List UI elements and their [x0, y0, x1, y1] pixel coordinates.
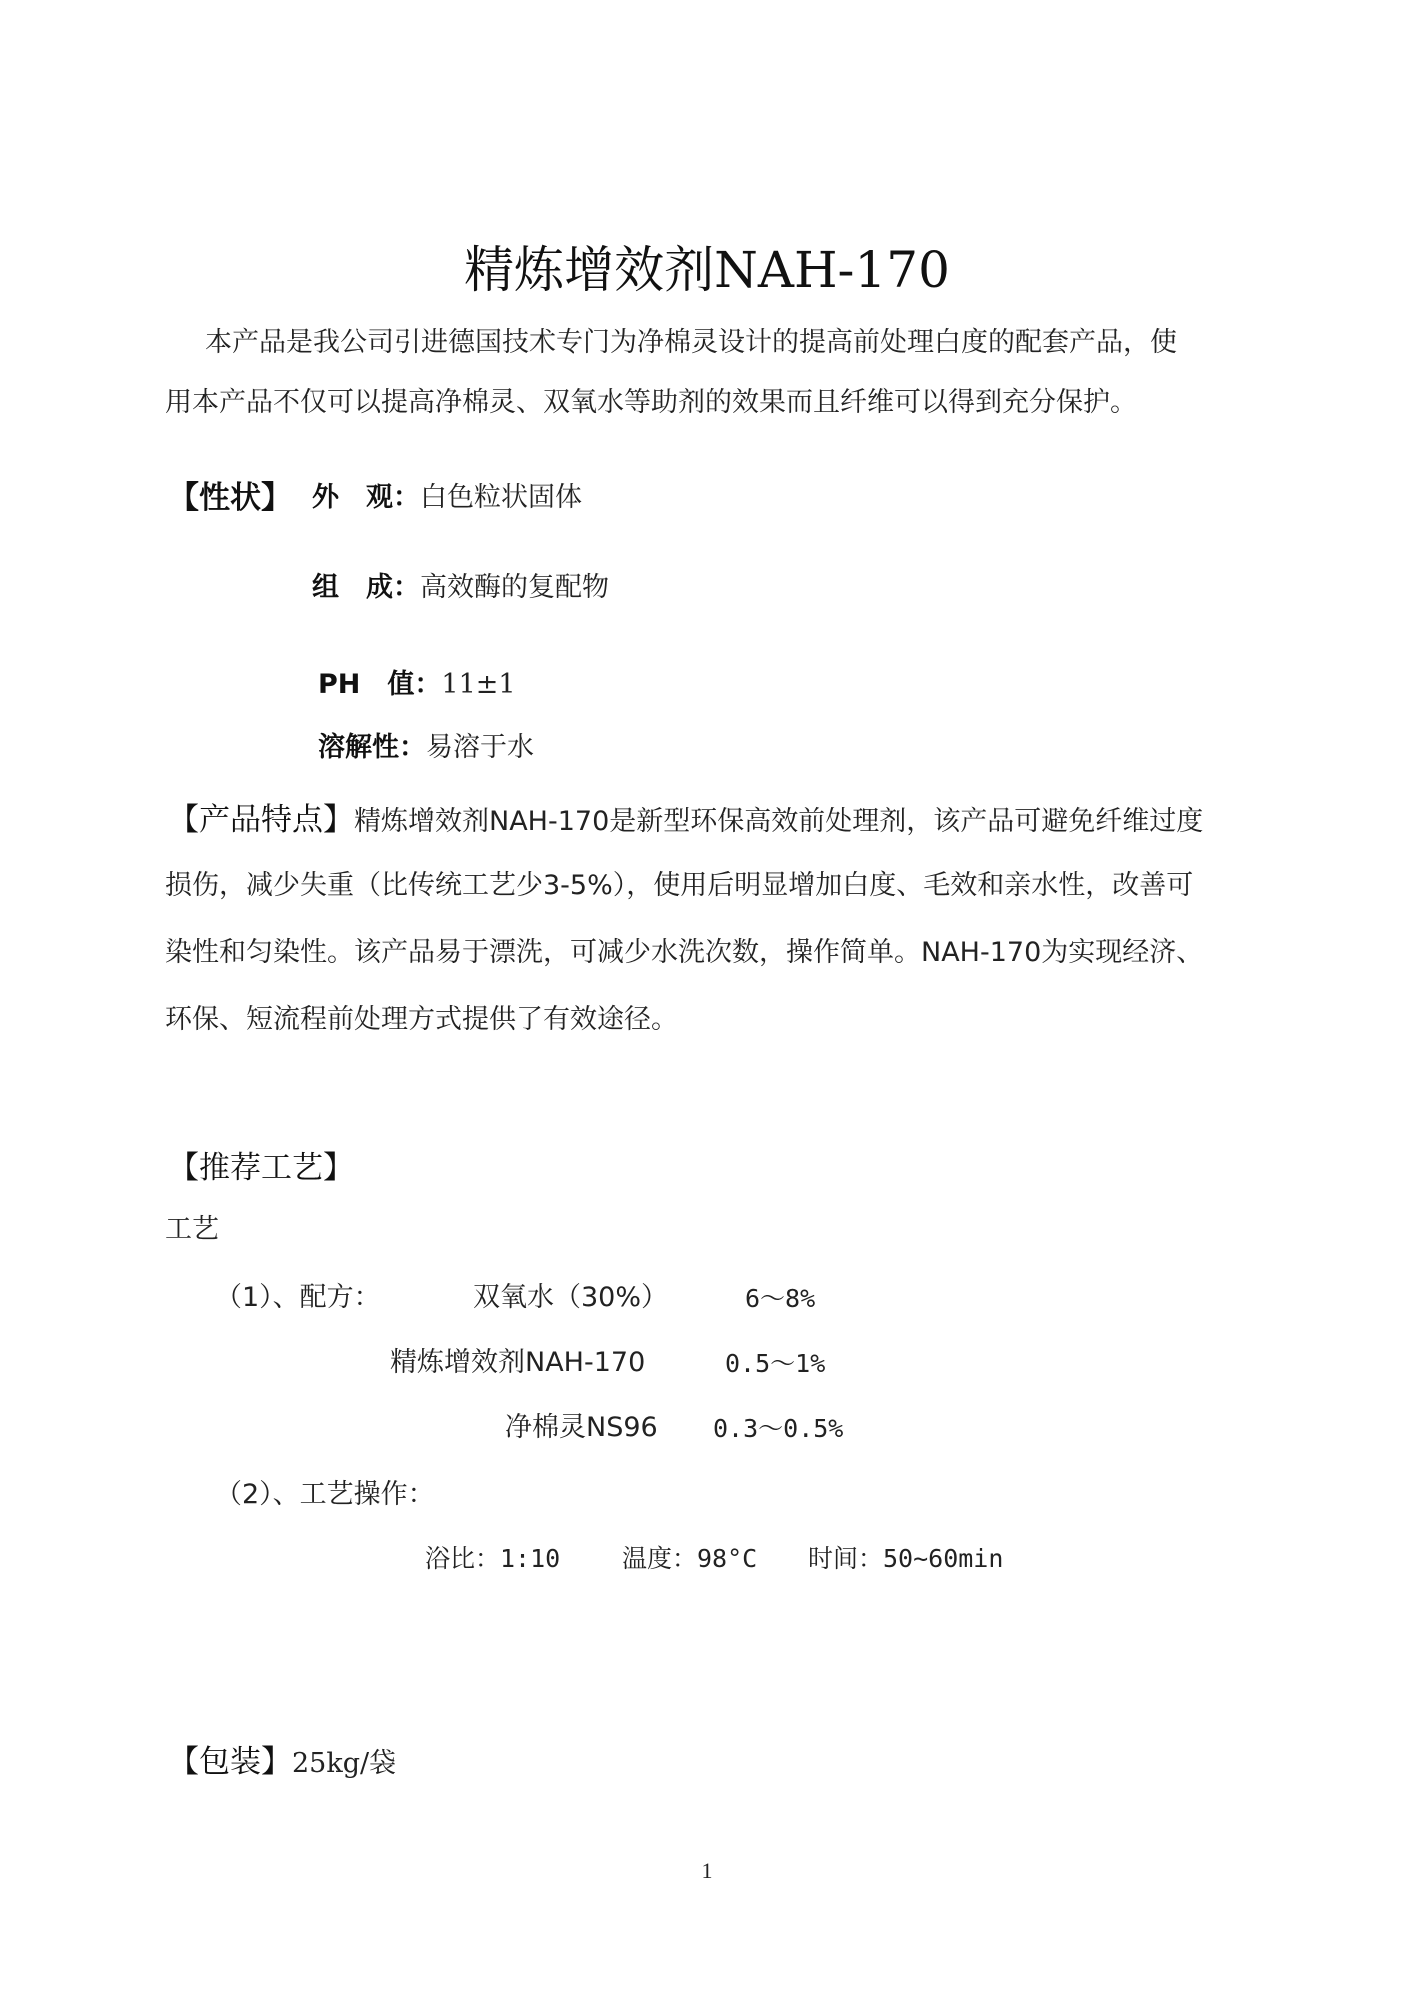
property-solubility — [318, 730, 534, 766]
property-ph — [318, 667, 516, 703]
formula-item-amount: 0.5～1% — [725, 1349, 826, 1378]
property-value: 白色粒状固体 — [420, 482, 582, 513]
property-label: 组 成： — [312, 572, 420, 603]
formula-item-name: 双氧水（30%） — [473, 1282, 669, 1313]
formula-item-name: 精炼增效剂NAH-170 — [390, 1347, 646, 1378]
process-heading: 【推荐工艺】 — [168, 1150, 354, 1186]
intro-line-2: 用本产品不仅可以提高净棉灵、双氧水等助剂的效果而且纤维可以得到充分保护。 — [165, 387, 1137, 418]
property-value: 11±1 — [441, 669, 516, 700]
packaging-value: 25kg/袋 — [292, 1748, 397, 1779]
features-line-2: 损伤，减少失重（比传统工艺少3-5%），使用后明显增加白度、毛效和亲水性，改善可 — [165, 870, 1194, 901]
features-line-1 — [168, 800, 1203, 840]
property-label: 溶解性： — [318, 732, 426, 763]
property-appearance — [312, 480, 582, 516]
property-composition — [312, 570, 609, 606]
property-label: PH 值： — [318, 669, 442, 700]
page-number: 1 — [701, 1858, 713, 1883]
formula-item-amount: 6～8% — [745, 1284, 816, 1313]
packaging-line — [168, 1742, 396, 1782]
operation-label: （2）、工艺操作： — [215, 1479, 435, 1510]
features-heading: 【产品特点】 — [168, 802, 354, 838]
features-line-4: 环保、短流程前处理方式提供了有效途径。 — [165, 1004, 678, 1035]
property-label: 外 观： — [312, 482, 420, 513]
intro-line-1: 本产品是我公司引进德国技术专门为净棉灵设计的提高前处理白度的配套产品，使 — [205, 327, 1177, 358]
properties-heading: 【性状】 — [168, 480, 292, 516]
operation-bath-ratio: 浴比：1:10 — [425, 1544, 561, 1573]
operation-temperature: 温度：98°C — [622, 1544, 758, 1573]
formula-label: （1）、配方： — [215, 1282, 381, 1313]
formula-item-amount: 0.3～0.5% — [713, 1414, 844, 1443]
packaging-heading: 【包装】 — [168, 1744, 292, 1780]
features-text: 精炼增效剂NAH-170是新型环保高效前处理剂，该产品可避免纤维过度 — [354, 806, 1204, 837]
property-value: 高效酶的复配物 — [420, 572, 609, 603]
operation-time: 时间：50~60min — [808, 1544, 1004, 1573]
features-line-3: 染性和匀染性。该产品易于漂洗，可减少水洗次数，操作简单。NAH-170为实现经济、 — [165, 937, 1204, 968]
property-value: 易溶于水 — [426, 732, 534, 763]
document-title: 精炼增效剂NAH-170 — [464, 241, 950, 299]
formula-item-name: 净棉灵NS96 — [505, 1412, 658, 1443]
process-subheading: 工艺 — [165, 1214, 219, 1245]
